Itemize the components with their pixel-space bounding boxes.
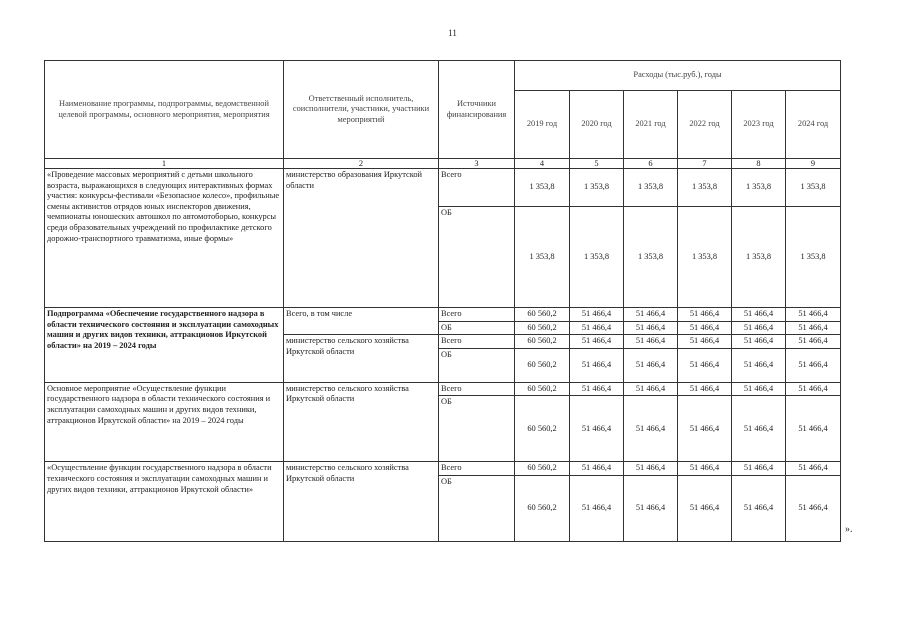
amount-cell: 51 466,4 [732,348,786,382]
amount-cell: 51 466,4 [678,382,732,396]
amount-cell: 1 353,8 [570,169,624,207]
amount-cell: 1 353,8 [624,207,678,308]
amount-cell: 51 466,4 [624,396,678,462]
amount-cell: 1 353,8 [570,207,624,308]
funding-source: Всего [439,382,515,396]
amount-cell: 51 466,4 [570,462,624,476]
column-number: 9 [786,159,841,169]
amount-cell: 1 353,8 [732,169,786,207]
column-number: 8 [732,159,786,169]
header-year: 2022 год [678,91,732,159]
budget-table [44,60,841,542]
amount-cell: 1 353,8 [786,169,841,207]
funding-source: ОБ [439,396,515,462]
amount-cell: 51 466,4 [786,308,841,322]
funding-source: Всего [439,335,515,349]
amount-cell: 51 466,4 [786,321,841,335]
amount-cell: 51 466,4 [570,335,624,349]
funding-source: ОБ [439,207,515,308]
amount-cell: 1 353,8 [678,207,732,308]
amount-cell: 51 466,4 [786,462,841,476]
header-year: 2024 год [786,91,841,159]
header-year: 2023 год [732,91,786,159]
amount-cell: 60 560,2 [515,321,570,335]
amount-cell: 51 466,4 [732,335,786,349]
amount-cell: 60 560,2 [515,462,570,476]
amount-cell: 51 466,4 [624,382,678,396]
executor: министерство образования Иркутской области [284,169,439,308]
amount-cell: 1 353,8 [624,169,678,207]
amount-cell: 1 353,8 [732,207,786,308]
amount-cell: 51 466,4 [570,348,624,382]
amount-cell: 1 353,8 [678,169,732,207]
amount-cell: 51 466,4 [732,462,786,476]
column-number: 6 [624,159,678,169]
amount-cell: 60 560,2 [515,396,570,462]
amount-cell: 51 466,4 [678,348,732,382]
amount-cell: 51 466,4 [678,335,732,349]
amount-cell: 51 466,4 [732,396,786,462]
header-name-col: Наименование программы, подпрограммы, ведомственной целевой программы, основного мероприятия, мероприятия [45,61,284,159]
main-activity-name: Основное мероприятие «Осуществление функции государственного надзора в области технического состояния и эксплуатации самоходных машин и других видов техники, аттракционов Иркутской области» на 2019 – 2024 годы [45,382,284,462]
program-name: «Проведение массовых мероприятий с детьми школьного возраста, выражающихся в следующих интерактивных формах участия: конкурсы-фестивали «Безопасное колесо», профильные смены активистов отрядов юных инспекторов движения, чемпионаты юношеских автошкол по автомотоборью, конкурсы среди образовательных учреждений по профилактике детского дорожно-транспортного травматизма, иные формы» [45,169,284,308]
amount-cell: 51 466,4 [786,382,841,396]
column-number: 4 [515,159,570,169]
funding-source: Всего [439,169,515,207]
header-year: 2020 год [570,91,624,159]
amount-cell: 51 466,4 [732,308,786,322]
funding-source: ОБ [439,321,515,335]
amount-cell: 60 560,2 [515,475,570,541]
amount-cell: 1 353,8 [786,207,841,308]
column-number: 2 [284,159,439,169]
amount-cell: 51 466,4 [570,321,624,335]
column-number: 3 [439,159,515,169]
amount-cell: 60 560,2 [515,382,570,396]
amount-cell: 51 466,4 [678,321,732,335]
amount-cell: 60 560,2 [515,335,570,349]
amount-cell: 51 466,4 [786,396,841,462]
amount-cell: 60 560,2 [515,348,570,382]
amount-cell: 51 466,4 [678,308,732,322]
executor: министерство сельского хозяйства Иркутской области [284,382,439,462]
amount-cell: 51 466,4 [732,321,786,335]
funding-source: ОБ [439,348,515,382]
executor: министерство сельского хозяйства Иркутской области [284,335,439,383]
amount-cell: 51 466,4 [786,475,841,541]
executor: министерство сельского хозяйства Иркутской области [284,462,439,542]
amount-cell: 1 353,8 [515,207,570,308]
amount-cell: 51 466,4 [786,348,841,382]
amount-cell: 51 466,4 [624,475,678,541]
executor: Всего, в том числе [284,308,439,335]
header-year: 2019 год [515,91,570,159]
header-source-col: Источники финансирования [439,61,515,159]
activity-name: «Осуществление функции государственного надзора в области технического состояния и эксплуатации самоходных машин и других видов техники, аттракционов Иркутской области» [45,462,284,542]
column-number: 5 [570,159,624,169]
amount-cell: 51 466,4 [624,308,678,322]
amount-cell: 51 466,4 [732,382,786,396]
amount-cell: 51 466,4 [570,396,624,462]
page-number: 11 [448,28,457,38]
amount-cell: 51 466,4 [624,348,678,382]
column-number: 7 [678,159,732,169]
amount-cell: 51 466,4 [624,462,678,476]
amount-cell: 51 466,4 [786,335,841,349]
amount-cell: 51 466,4 [570,475,624,541]
subprogram-name: Подпрограмма «Обеспечение государственного надзора в области технического состояния и эксплуатации самоходных машин и других видов техники, аттракционов Иркутской области» на 2019 – 2024 годы [45,308,284,383]
funding-source: Всего [439,462,515,476]
header-executor-col: Ответственный исполнитель, соисполнители, участники, участники мероприятий [284,61,439,159]
amount-cell: 51 466,4 [624,321,678,335]
amount-cell: 51 466,4 [732,475,786,541]
header-year: 2021 год [624,91,678,159]
amount-cell: 51 466,4 [678,475,732,541]
column-number: 1 [45,159,284,169]
amount-cell: 51 466,4 [624,335,678,349]
amount-cell: 51 466,4 [678,396,732,462]
amount-cell: 51 466,4 [570,382,624,396]
amount-cell: 60 560,2 [515,308,570,322]
funding-source: ОБ [439,475,515,541]
amount-cell: 1 353,8 [515,169,570,207]
funding-source: Всего [439,308,515,322]
header-expenses: Расходы (тыс.руб.), годы [515,61,841,91]
closing-quote-mark: ». [845,524,853,535]
amount-cell: 51 466,4 [678,462,732,476]
amount-cell: 51 466,4 [570,308,624,322]
